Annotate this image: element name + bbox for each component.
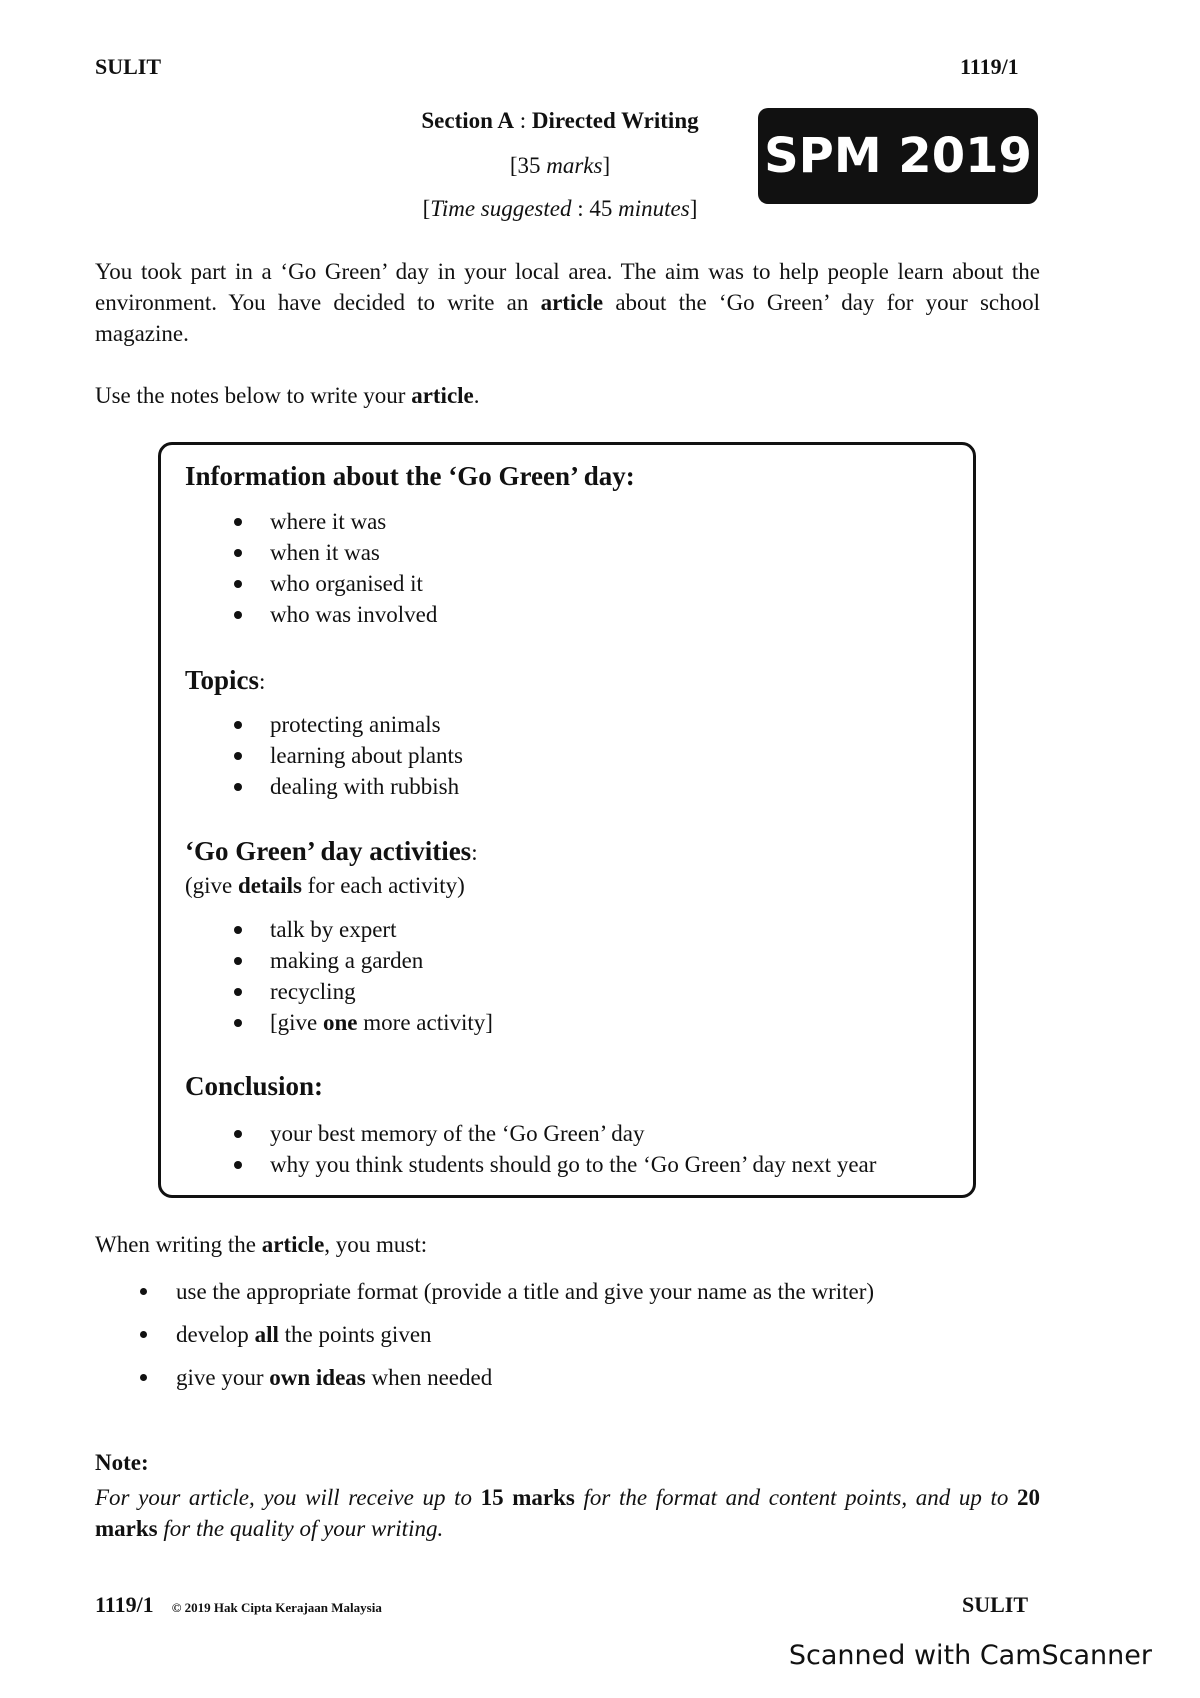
info-heading: Information about the ‘Go Green’ day: [185,461,635,491]
time-label: Time suggested [430,196,572,221]
list-item: [give one more activity] [270,1007,493,1038]
header-paper-code: 1119/1 [960,54,1019,79]
section-marks [380,153,740,179]
time-mid: : 45 [571,196,619,221]
section-sep: : [514,108,532,133]
info-list [270,506,437,630]
section-name: Directed Writing [531,108,699,133]
list-item: develop all the points given [176,1313,874,1356]
must-list [176,1270,874,1399]
marks-open: [35 [509,153,547,178]
time-unit: minutes [618,196,690,221]
list-item: give your own ideas when needed [176,1356,874,1399]
header-sulit: SULIT [95,54,162,79]
list-item: talk by expert [270,914,493,945]
conclusion-list [270,1118,876,1180]
activities-list [270,914,493,1038]
list-item: protecting animals [270,709,463,740]
list-item: where it was [270,506,437,537]
camscanner-watermark: Scanned with CamScanner [788,1640,1152,1671]
footer-code: 1119/1 [95,1592,154,1617]
list-item: dealing with rubbish [270,771,463,802]
list-item: learning about plants [270,740,463,771]
marks-word: marks [546,153,603,178]
spm-badge: SPM 2019 [758,108,1038,204]
must-lead: When writing the article, you must: [95,1232,428,1257]
list-item: when it was [270,537,437,568]
activities-heading: ‘Go Green’ day activities: [185,836,478,866]
section-label: Section A [421,108,514,133]
intro-instruction: Use the notes below to write your article. [95,383,480,408]
footer-sulit: SULIT [962,1592,1029,1617]
instruction-article-bold: article [411,383,474,408]
intro-paragraph: You took part in a ‘Go Green’ day in your local area. The aim was to help people learn about the environment. You have decided to write an article about the ‘Go Green’ day for your school magazine. [95,259,1040,346]
intro-article-bold: article [540,290,604,315]
topics-heading: Topics: [185,665,266,695]
note-body: For your article, you will receive up to 15 marks for the format and content points, and up to 20 marks for the quality of your writing. [95,1485,1040,1541]
list-item: your best memory of the ‘Go Green’ day [270,1118,876,1149]
section-time [380,196,740,222]
list-item: who was involved [270,599,437,630]
list-item: use the appropriate format (provide a title and give your name as the writer) [176,1270,874,1313]
note-section [95,1450,1040,1544]
list-item: recycling [270,976,493,1007]
time-close: ] [689,196,698,221]
marks-close: ] [602,153,611,178]
conclusion-heading: Conclusion: [185,1071,324,1101]
list-item: making a garden [270,945,493,976]
activities-subtext: (give details for each activity) [185,873,465,898]
time-open: [ [422,196,431,221]
footer-left [95,1592,382,1618]
footer-copyright: © 2019 Hak Cipta Kerajaan Malaysia [171,1600,382,1615]
topics-list [270,709,463,802]
note-heading: Note: [95,1450,149,1475]
list-item: why you think students should go to the ‘Go Green’ day next year [270,1149,876,1180]
list-item: who organised it [270,568,437,599]
section-title [380,108,740,134]
